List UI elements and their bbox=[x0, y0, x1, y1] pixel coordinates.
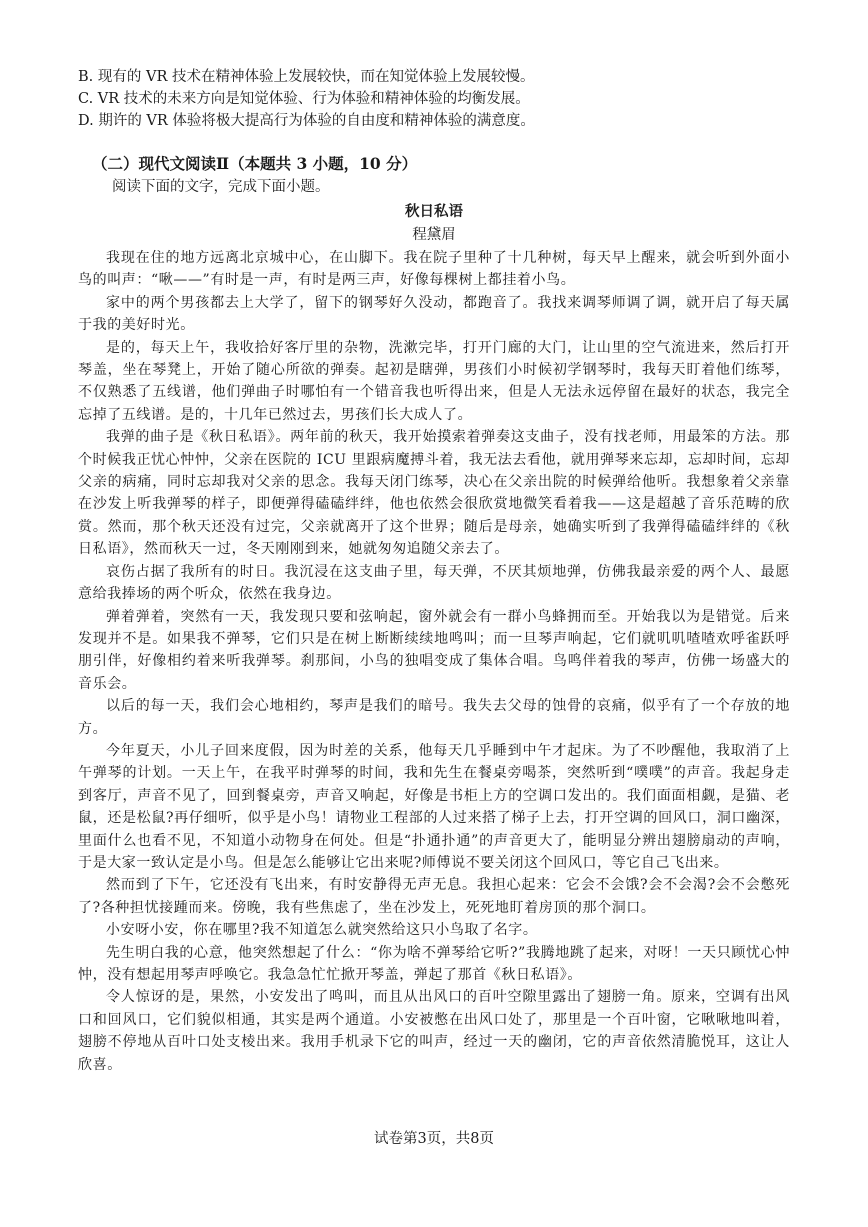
essay-paragraph: 小安呀小安，你在哪里?我不知道怎么就突然给这只小鸟取了名字。 bbox=[106, 922, 538, 939]
page-content bbox=[78, 66, 790, 1076]
essay-paragraph: 我现在住的地方远离北京城中心，在山脚下。我在院子里种了十几种树，每天早上醒来，就会听到外面小鸟的叫声：“啾——”有时是一声，有时是两三声，好像每棵树上都挂着小鸟。 bbox=[78, 250, 790, 289]
option-c: C. VR 技术的未来方向是知觉体验、行为体验和精神体验的均衡发展。 bbox=[78, 91, 530, 107]
essay-paragraph: 哀伤占据了我所有的时日。我沉浸在这支曲子里，每天弹，不厌其烦地弹，仿佛我最亲爱的两个人、最愿意给我捧场的两个听众，依然在我身边。 bbox=[78, 563, 790, 603]
essay-author: 程黛眉 bbox=[412, 227, 456, 243]
section-instruction: 阅读下面的文字，完成下面小题。 bbox=[112, 179, 330, 195]
essay-paragraph: 今年夏天，小儿子回来度假，因为时差的关系，他每天几乎睡到中午才起床。为了不吵醒他，我取消了上午弹琴的计划。一天上午，在我平时弹琴的时间，我和先生在餐桌旁喝茶，突然听到“噗噗”的声音。我起身走到客厅，声音不见了，回到餐桌旁，声音又响起，好像是书柜上方的空调口发出的。我们面面相觑，是猫、老鼠，还是松鼠?再仔细听，似乎是小鸟！请物业工程部的人过来搭了梯子上去，打开空调的回风口，洞口幽深，里面什么也看不见，不知道小动物身在何处。但是“扑通扑通”的声音更大了，能明显分辨出翅膀扇动的声响，于是大家一致认定是小鸟。但是怎么能够让它出来呢?师傅说不要关闭这个回风口，等它自己飞出来。 bbox=[78, 742, 790, 871]
option-b: B. 现有的 VR 技术在精神体验上发展较快，而在知觉体验上发展较慢。 bbox=[78, 69, 535, 85]
answer-options bbox=[78, 66, 790, 132]
essay-title: 秋日私语 bbox=[405, 203, 463, 220]
essay-paragraph: 家中的两个男孩都去上大学了，留下的钢琴好久没动，都跑音了。我找来调琴师调了调，就开启了每天属于我的美好时光。 bbox=[78, 294, 790, 334]
essay-paragraph: 令人惊讶的是，果然，小安发出了鸣叫，而且从出风口的百叶空隙里露出了翅膀一角。原来，空调有出风口和回风口，它们貌似相通，其实是两个通道。小安被憋在出风口处了，那里是一个百叶窗，它啾啾地叫着，翅膀不停地从百叶口处支棱出来。我用手机录下它的叫声，经过一天的幽闭，它的声音依然清脆悦耳，这让人欣喜。 bbox=[78, 989, 790, 1073]
essay-paragraph: 我弹的曲子是《秋日私语》。两年前的秋天，我开始摸索着弹奏这支曲子，没有找老师，用最笨的方法。那个时候我正忧心忡忡，父亲在医院的 ICU 里跟病魔搏斗着，我无法去看他，就用弹琴来忘却，忘却时间，忘却父亲的病痛，同时忘却我对父亲的思念。我每天闭门练琴，决心在父亲出院的时候弹给他听。我想象着父亲靠在沙发上听我弹琴的样子，即便弹得磕磕绊绊，他也依然会很欣赏地微笑看着我——这是超越了音乐范畴的欣赏。然而，那个秋天还没有过完，父亲就离开了这个世界；随后是母亲，她确实听到了我弹得磕磕绊绊的《秋日私语》，然而秋天一过，冬天刚刚到来，她就匆匆追随父亲去了。 bbox=[78, 429, 790, 558]
page-footer: 试卷第3页，共8页 bbox=[374, 1131, 494, 1147]
essay-paragraph: 然而到了下午，它还没有飞出来，有时安静得无声无息。我担心起来：它会不会饿?会不会渴?会不会憋死了?各种担忧接踵而来。傍晚，我有些焦虑了，坐在沙发上，死死地盯着房顶的那个洞口。 bbox=[78, 877, 790, 916]
essay-paragraph: 是的，每天上午，我收拾好客厅里的杂物，洗漱完毕，打开门廊的大门，让山里的空气流进来，然后打开琴盖，坐在琴凳上，开始了随心所欲的弹奏。起初是瞎弹，男孩们小时候初学钢琴时，我每天盯着他们练琴，不仅熟悉了五线谱，他们弹曲子时哪怕有一个错音我也听得出来，但是人无法永远停留在最好的状态，我完全忘掉了五线谱。是的，十几年已然过去，男孩们长大成人了。 bbox=[78, 339, 790, 423]
essay-paragraph: 以后的每一天，我们会心地相约，琴声是我们的暗号。我失去父母的蚀骨的哀痛，似乎有了一个存放的地方。 bbox=[78, 698, 790, 737]
essay-paragraph: 先生明白我的心意，他突然想起了什么：“你为啥不弹琴给它听?”我腾地跳了起来，对呀！一天只顾忧心忡忡，没有想起用琴声呼唤它。我急急忙忙掀开琴盖，弹起了那首《秋日私语》。 bbox=[78, 944, 790, 983]
essay-body bbox=[78, 247, 790, 1076]
essay-paragraph: 弹着弹着，突然有一天，我发现只要和弦响起，窗外就会有一群小鸟蜂拥而至。开始我以为是错觉。后来发现并不是。如果我不弹琴，它们只是在树上断断续续地鸣叫；而一旦琴声响起，它们就叽叽喳喳欢呼雀跃呼朋引伴，好像相约着来听我弹琴。刹那间，小鸟的独唱变成了集体合唱。鸟鸣伴着我的琴声，仿佛一场盛大的音乐会。 bbox=[78, 608, 790, 692]
section-header: （二）现代文阅读Ⅱ（本题共 3 小题，10 分） bbox=[92, 154, 418, 173]
option-d: D. 期许的 VR 体验将极大提高行为体验的自由度和精神体验的满意度。 bbox=[78, 113, 535, 129]
